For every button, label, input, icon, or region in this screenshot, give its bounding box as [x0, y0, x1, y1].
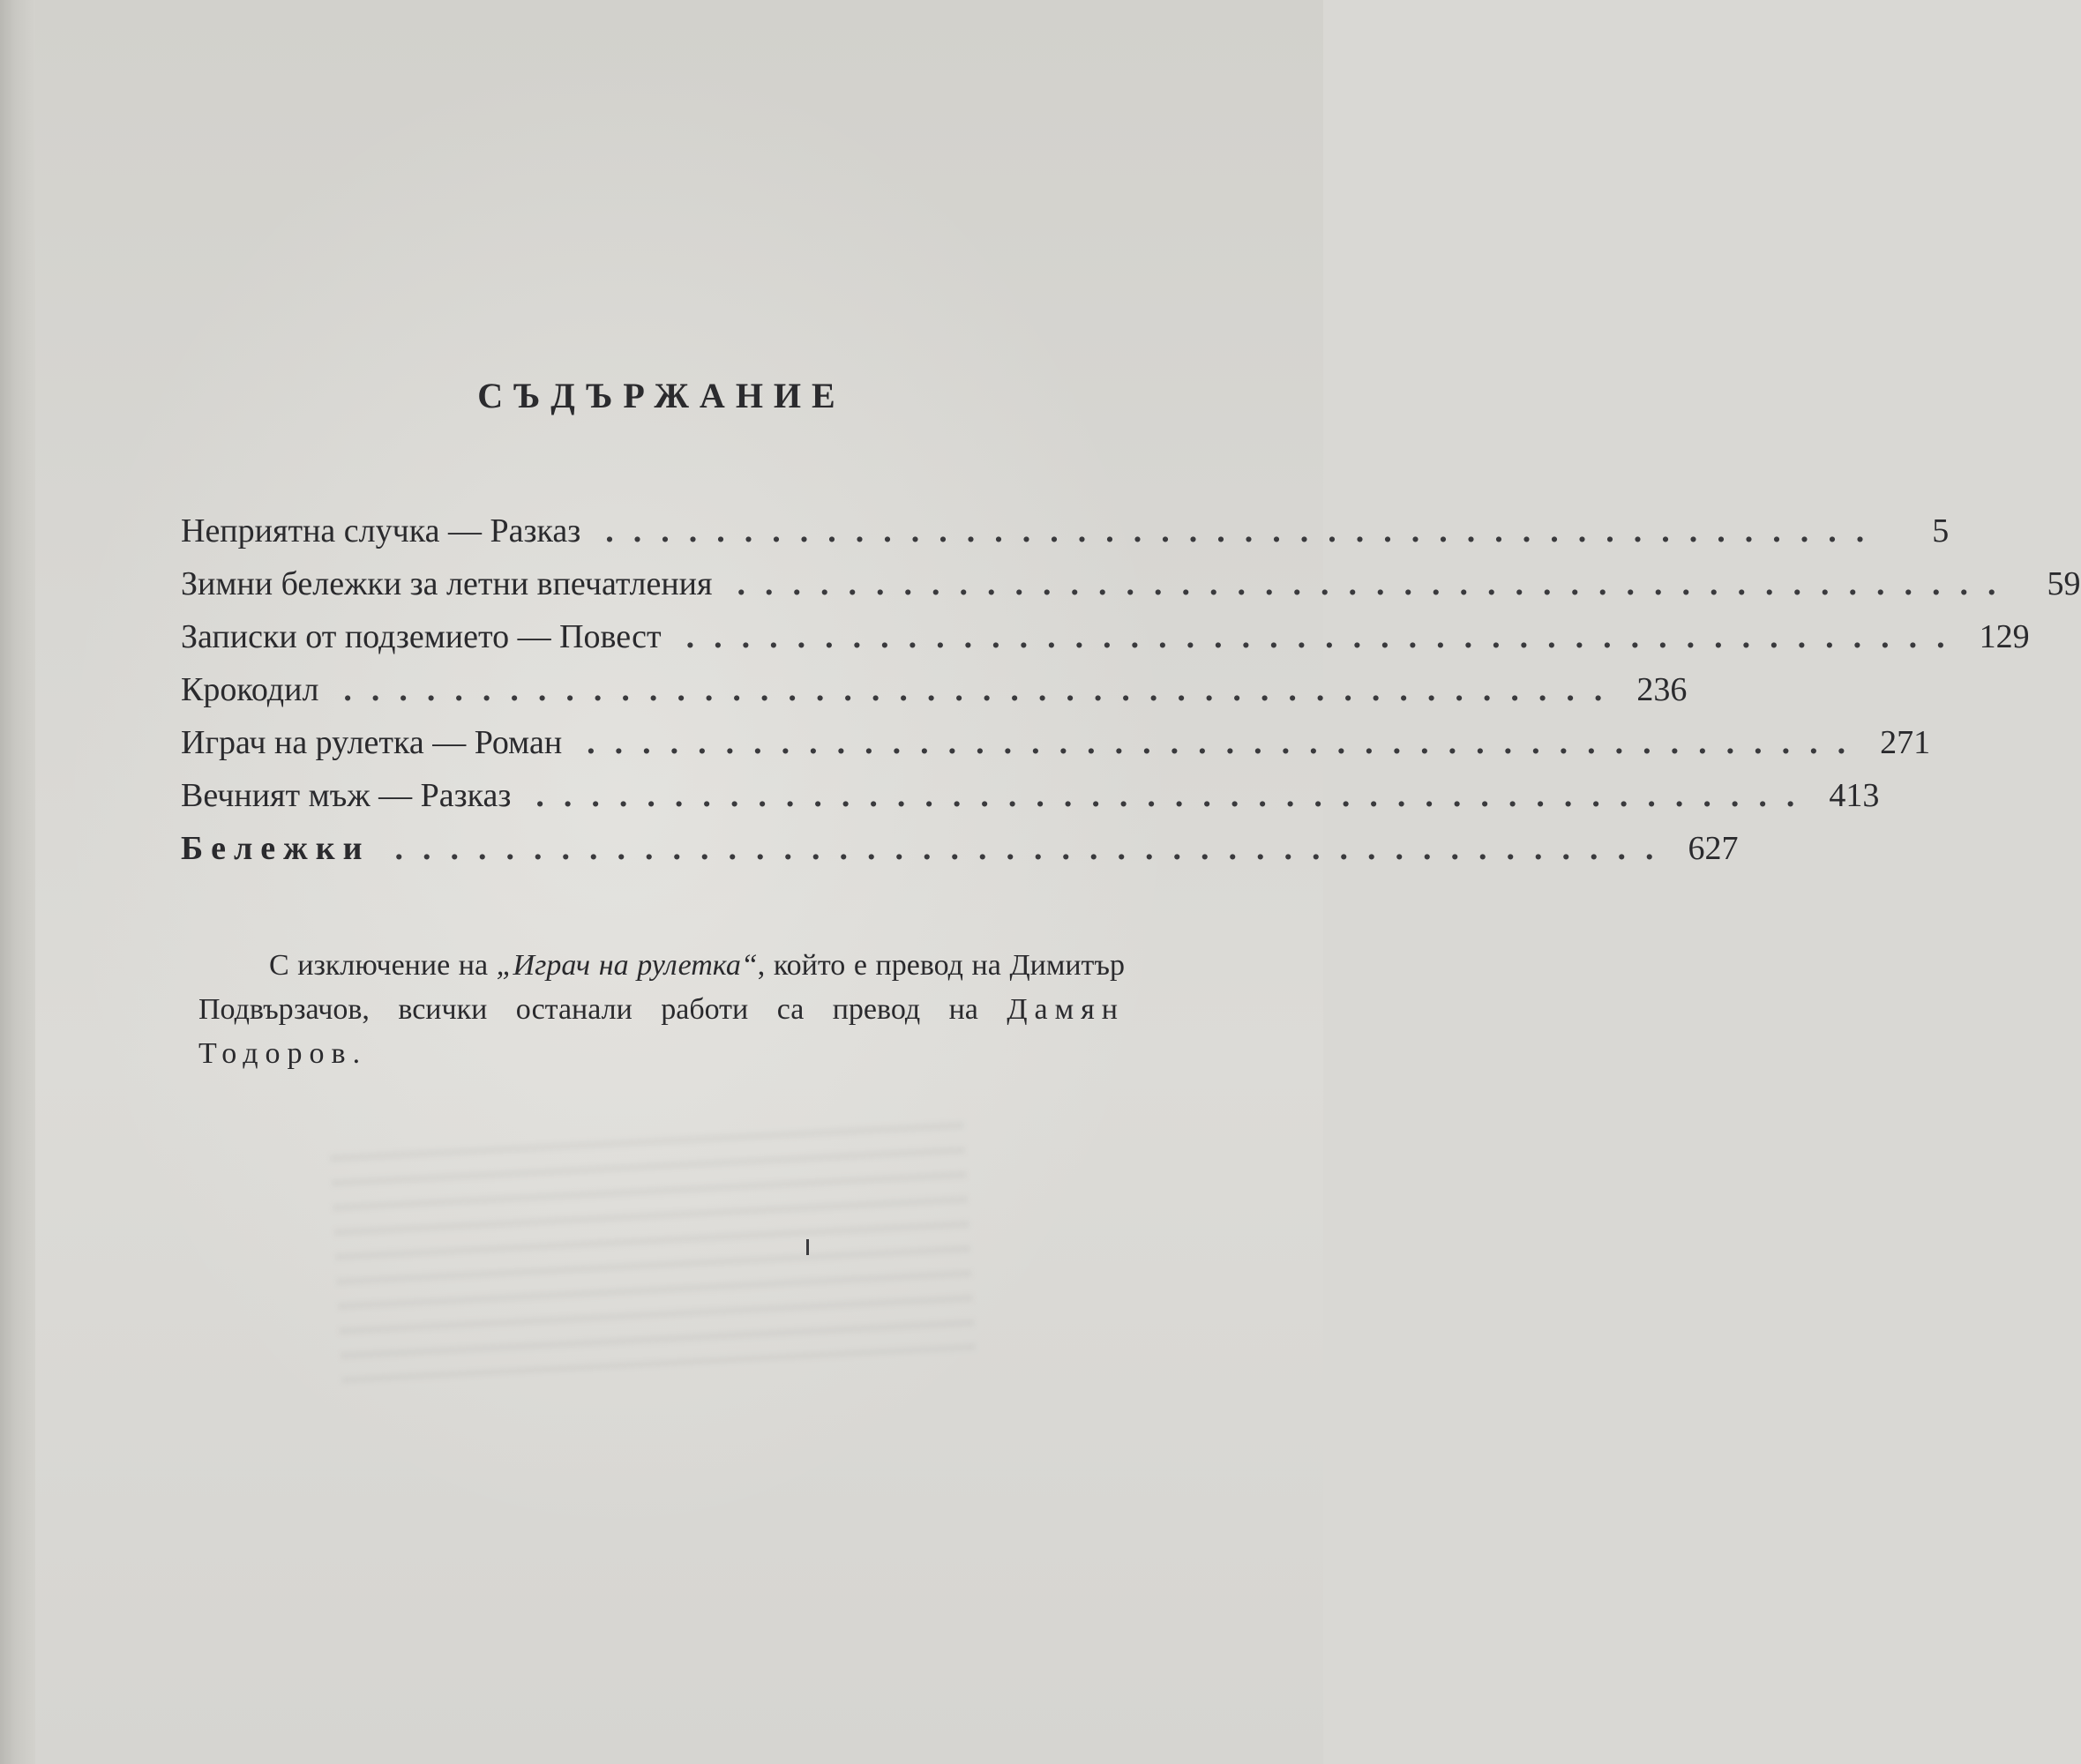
toc-leader-dots: .............................................. [535, 777, 1815, 814]
note-italic-title: „Играч на рулетка“ [496, 949, 758, 982]
note-text: . [352, 1037, 361, 1070]
note-text: , който е превод на Димитър Подвързачов, всички останали работи са превод на [198, 949, 1125, 1026]
toc-leader-dots: .............................................. [343, 671, 1622, 708]
toc-leader-dots: .............................................. [394, 830, 1673, 867]
toc-entry-page: 413 [1829, 777, 1880, 814]
toc-entry [181, 670, 1688, 723]
toc-entry-page: 627 [1688, 830, 1739, 867]
toc-entry [181, 512, 1950, 564]
toc-entry-title: Вечният мъж — Разказ [181, 777, 512, 814]
toc-entry-title: Крокодил [181, 671, 319, 708]
toc-entry [181, 829, 1739, 882]
toc-leader-dots: .............................................. [737, 565, 2016, 602]
toc-entry-page: 129 [1979, 618, 2030, 655]
toc-leader-dots: .............................................. [587, 724, 1866, 761]
toc-entry-title: Записки от подземието — Повест [181, 618, 662, 655]
toc-entry-page: 5 [1932, 512, 1950, 549]
translation-note-paragraph [198, 944, 1125, 1076]
toc-entry-title: Неприятна случка — Разказ [181, 512, 581, 549]
toc-entry-page: 236 [1636, 671, 1688, 708]
toc-entry [181, 564, 2081, 617]
toc-entry [181, 776, 1880, 829]
toc-entry-title: Бележки [181, 830, 371, 867]
toc-leader-dots: .............................................. [685, 618, 1965, 655]
toc-entry [181, 617, 2030, 670]
note-text: С изключение на [269, 949, 497, 982]
table-of-contents [181, 512, 2081, 882]
toc-entry-page: 271 [1880, 724, 1931, 761]
translation-note [198, 944, 1125, 1076]
show-through-texture [330, 1121, 977, 1383]
toc-leader-dots: .............................................. [605, 512, 1884, 549]
toc-entry-page: 59 [2047, 565, 2081, 602]
page-title: СЪДЪРЖАНИЕ [477, 376, 846, 415]
toc-entry-title: Играч на рулетка — Роман [181, 724, 563, 761]
folio-mark [806, 1239, 809, 1255]
note-translator-name: Дамян Тодоров [198, 993, 1125, 1070]
toc-entry-title: Зимни бележки за летни впечатления [181, 565, 713, 602]
toc-entry [181, 723, 1931, 776]
binding-edge [0, 0, 35, 1764]
